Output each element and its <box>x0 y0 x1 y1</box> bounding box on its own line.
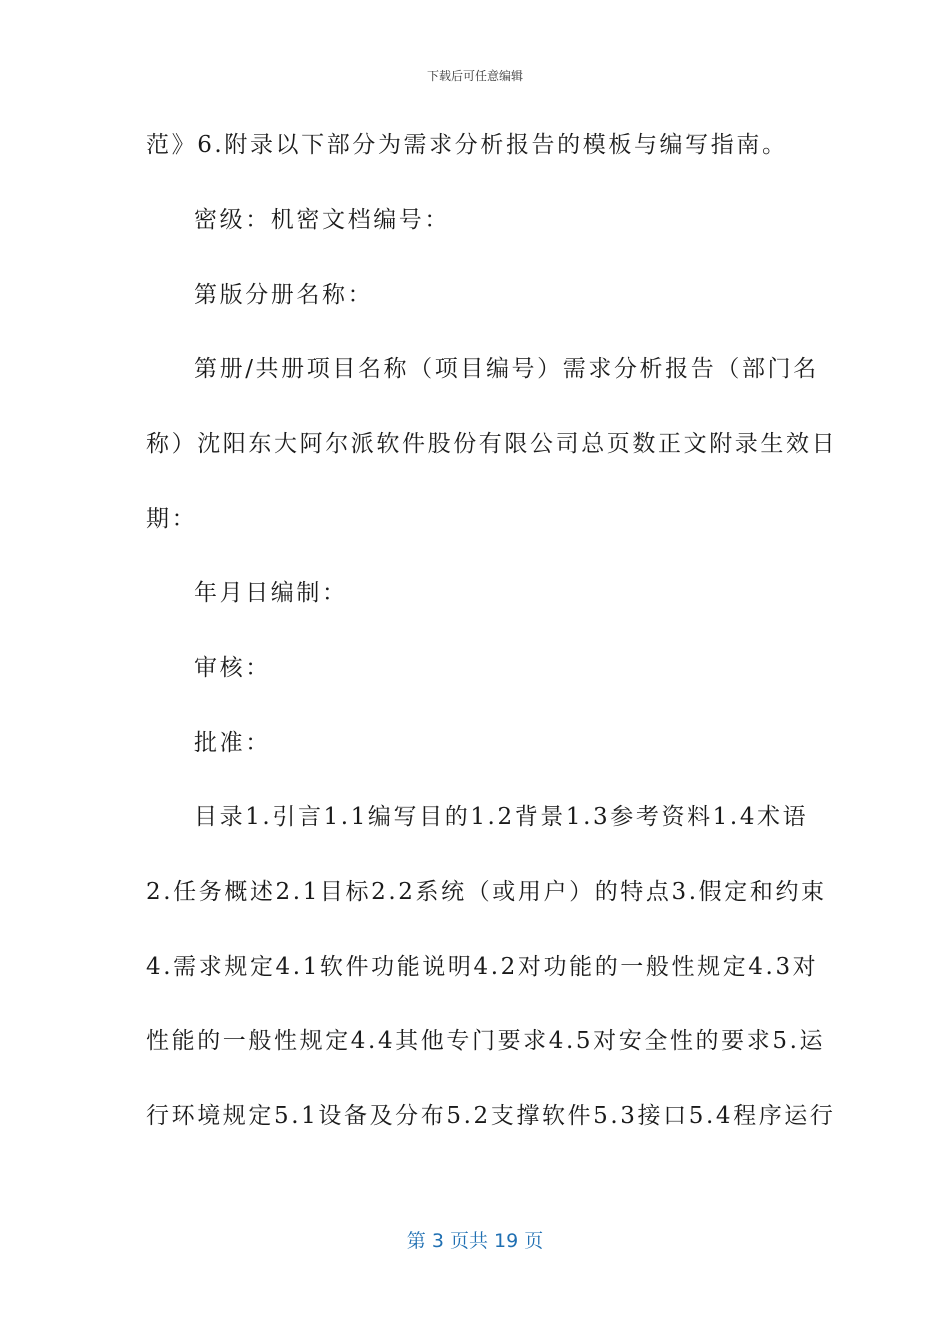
page-header: 下载后可任意编辑 <box>426 69 523 83</box>
body-line: 4.需求规定4.1软件功能说明4.2对功能的一般性规定4.3对 <box>146 954 819 980</box>
body-line: 第版分册名称： <box>194 282 374 308</box>
body-line: 批准： <box>194 730 271 756</box>
body-line: 范》6.附录以下部分为需求分析报告的模板与编写指南。 <box>146 132 788 158</box>
body-line: 密级：机密文档编号： <box>194 207 450 233</box>
body-line: 2.任务概述2.1目标2.2系统（或用户）的特点3.假定和约束 <box>146 879 827 905</box>
body-line: 审核： <box>194 655 271 681</box>
body-line: 性能的一般性规定4.4其他专门要求4.5对安全性的要求5.运 <box>146 1028 826 1054</box>
body-line: 目录1.引言1.1编写目的1.2背景1.3参考资料1.4术语 <box>194 804 809 830</box>
body-line: 称）沈阳东大阿尔派软件股份有限公司总页数正文附录生效日 <box>146 431 838 457</box>
body-line: 第册/共册项目名称（项目编号）需求分析报告（部门名 <box>194 356 819 382</box>
body-line: 年月日编制： <box>194 580 348 606</box>
page-number-footer: 第 3 页共 19 页 <box>406 1230 544 1252</box>
body-line: 期： <box>146 506 198 532</box>
body-line: 行环境规定5.1设备及分布5.2支撑软件5.3接口5.4程序运行 <box>146 1103 836 1129</box>
